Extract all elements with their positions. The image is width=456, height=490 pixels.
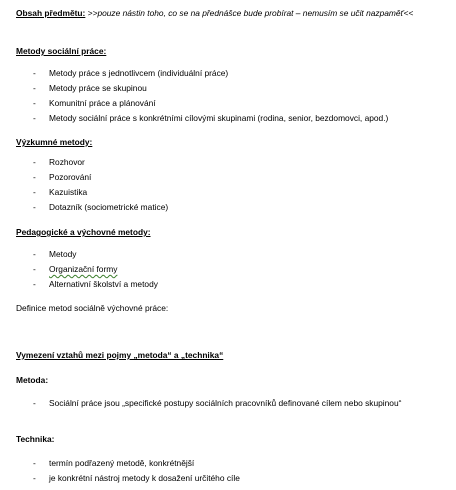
spellcheck-text: Organizační formy [49, 264, 118, 274]
technique-list [16, 458, 444, 488]
list-item: - Alternativní školství a metody [16, 279, 444, 294]
research-methods-heading: Výzkumné metody: [16, 137, 93, 147]
list-item: - Metody práce se skupinou [16, 83, 444, 98]
subject-paragraph [16, 8, 444, 19]
list-item: - Metody [16, 249, 444, 264]
list-item [16, 264, 444, 279]
pedagogical-methods-list [16, 249, 444, 294]
method-heading: Metoda: [16, 375, 49, 385]
definition-line: Definice metod sociálně výchovné práce: [16, 303, 169, 313]
relations-heading: Vymezení vztahů mezi pojmy „metoda“ a „technika“ [16, 350, 224, 360]
subject-note: >>pouze nástin toho, co se na přednášce bude probírat – nemusím se učit nazpaměť<< [87, 8, 414, 18]
list-item: - Metody sociální práce s konkrétními cílovými skupinami (rodina, senior, bezdomovci, apod.) [16, 113, 444, 128]
list-item: - Metody práce s jednotlivcem (individuální práce) [16, 68, 444, 83]
list-item: - Kazuistika [16, 187, 444, 202]
list-item: - Sociální práce jsou „specifické postupy sociálních pracovníků definované cílem nebo skupinou“ [16, 397, 416, 410]
social-methods-list [16, 68, 444, 128]
list-item: - Pozorování [16, 172, 444, 187]
method-list [16, 397, 416, 410]
list-item: - Rozhovor [16, 157, 444, 172]
subject-label: Obsah předmětu: [16, 8, 86, 18]
list-item: - Dotazník (sociometrické matice) [16, 202, 444, 217]
pedagogical-methods-heading: Pedagogické a výchovné metody: [16, 227, 151, 237]
list-item: - je konkrétní nástroj metody k dosažení určitého cíle [16, 473, 444, 488]
list-item: - Komunitní práce a plánování [16, 98, 444, 113]
list-item: - termín podřazený metodě, konkrétnější [16, 458, 444, 473]
technique-heading: Technika: [16, 434, 55, 444]
social-methods-heading: Metody sociální práce: [16, 46, 107, 56]
research-methods-list [16, 157, 444, 217]
